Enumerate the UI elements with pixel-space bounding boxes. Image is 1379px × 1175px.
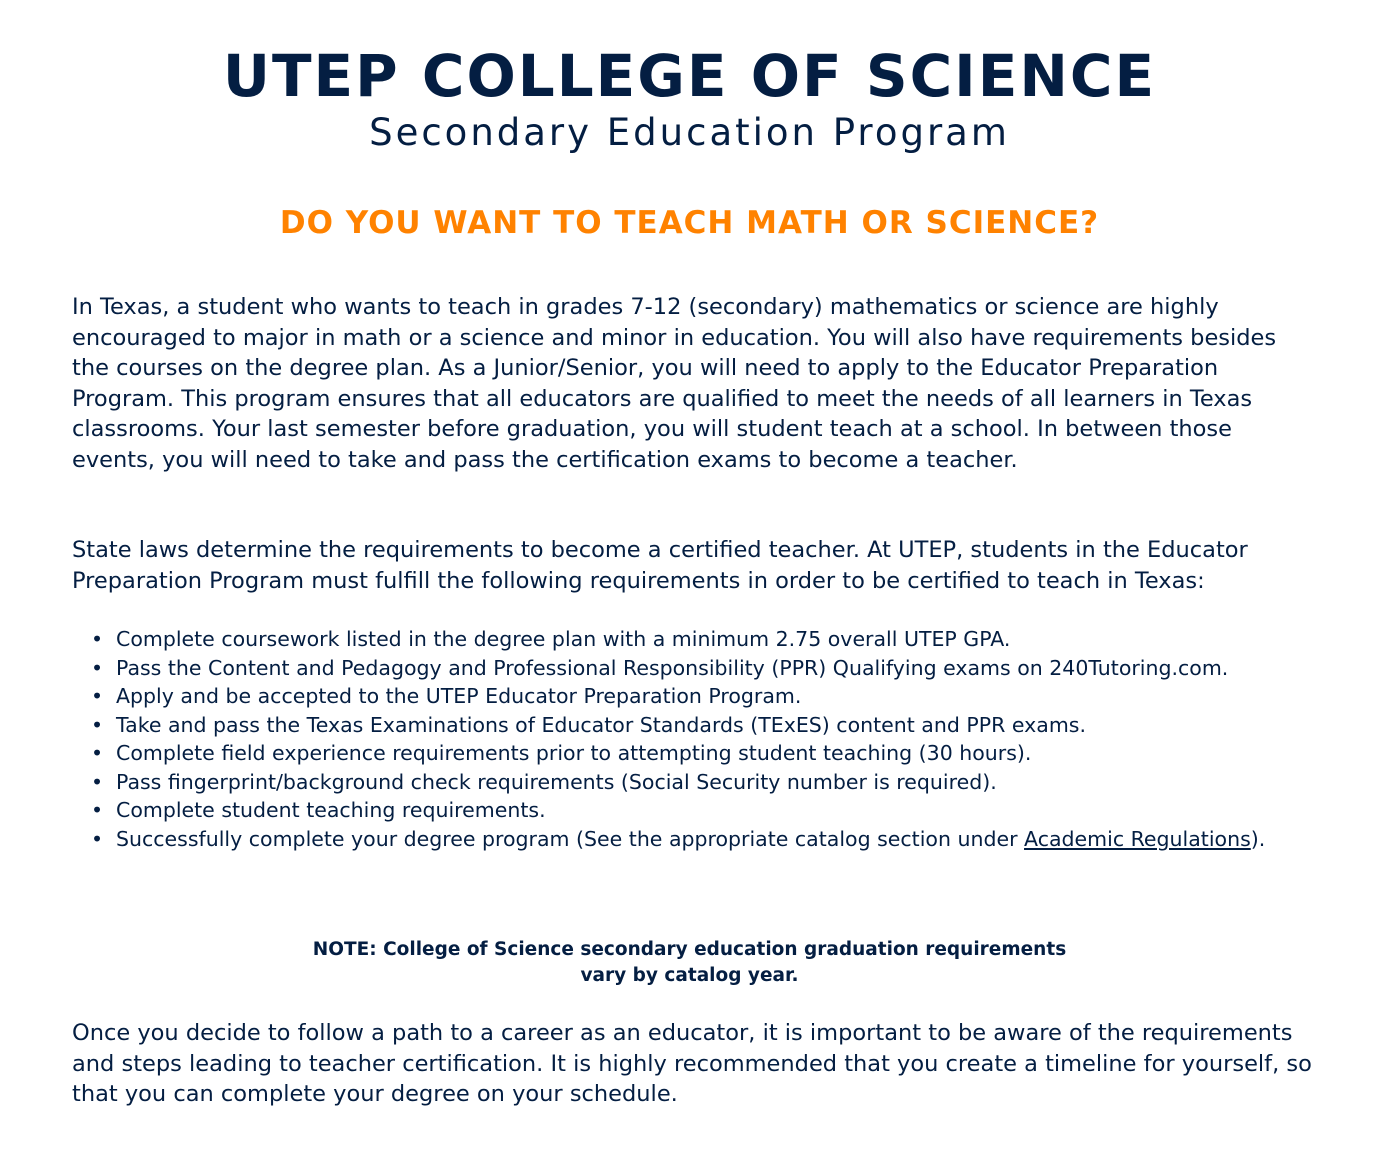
- closing-paragraph: Once you decide to follow a path to a career as an educator, it is important to be aware of the requirements and steps leading to teacher certification. It is highly recommended that you create a timeline for yourself, so that you can complete your degree on your schedule.: [72, 1020, 1312, 1107]
- list-item-text-before-link: Successfully complete your degree program (See the appropriate catalog section under: [116, 826, 1025, 851]
- bullet-icon: •: [91, 769, 104, 794]
- list-item-text: Complete field experience requirements prior to attempting student teaching (30 hours).: [116, 741, 1032, 765]
- bullet-icon: •: [91, 741, 104, 765]
- page-subtitle: Secondary Education Program: [369, 111, 1010, 154]
- bullet-icon: •: [91, 826, 104, 851]
- list-item-text: Take and pass the Texas Examinations of Educator Standards (TExES) content and PPR exams.: [116, 712, 1086, 737]
- intro-paragraph: In Texas, a student who wants to teach in grades 7-12 (secondary) mathematics or science are highly encouraged to major in math or a science and minor in education. You will also have requirements besides the courses on the degree plan. As a Junior/Senior, you will need to apply to the Educator Preparation Program. This program ensures that all educators are qualified to meet the needs of all learners in Texas classrooms. Your last semester before graduation, you will student teach at a school. In between those events, you will need to take and pass the certification exams to become a teacher.: [72, 294, 1277, 473]
- bullet-icon: •: [91, 684, 104, 708]
- list-item: [91, 739, 1296, 768]
- bullet-icon: •: [91, 712, 104, 737]
- catalog-note: [0, 937, 1379, 989]
- requirements-intro: State laws determine the requirements to become a certified teacher. At UTEP, students in the Educator Preparation Program must fulfill the following requirements in order to be certified to teach in Texas:: [72, 537, 1248, 594]
- list-item-text: Complete student teaching requirements.: [116, 798, 546, 822]
- list-item: [91, 625, 1296, 654]
- requirements-list: [72, 625, 1296, 853]
- page-title: UTEP COLLEGE OF SCIENCE: [222, 42, 1157, 110]
- list-item: [91, 825, 1296, 854]
- list-item-text: Pass the Content and Pedagogy and Professional Responsibility (PPR) Qualifying exams on 240Tutoring.com.: [116, 655, 1229, 680]
- bullet-icon: •: [91, 627, 104, 651]
- bullet-icon: •: [91, 655, 104, 680]
- note-line-2: vary by catalog year.: [580, 965, 799, 986]
- list-item-text-after-link: ).: [1250, 826, 1266, 851]
- section-heading: DO YOU WANT TO TEACH MATH OR SCIENCE?: [279, 205, 1100, 241]
- list-item-text: Pass fingerprint/background check requirements (Social Security number is required).: [116, 769, 997, 794]
- list-item: [91, 682, 1296, 711]
- list-item: [91, 768, 1296, 797]
- bullet-icon: •: [91, 798, 104, 822]
- list-item-text: Apply and be accepted to the UTEP Educator Preparation Program.: [116, 684, 802, 708]
- list-item: [91, 796, 1296, 825]
- list-item: [91, 654, 1296, 683]
- list-item-text: Complete coursework listed in the degree plan with a minimum 2.75 overall UTEP GPA.: [116, 627, 1011, 651]
- list-item: [91, 711, 1296, 740]
- note-line-1: NOTE: College of Science secondary education graduation requirements: [312, 939, 1067, 960]
- academic-regulations-link[interactable]: Academic Regulations: [1024, 826, 1251, 851]
